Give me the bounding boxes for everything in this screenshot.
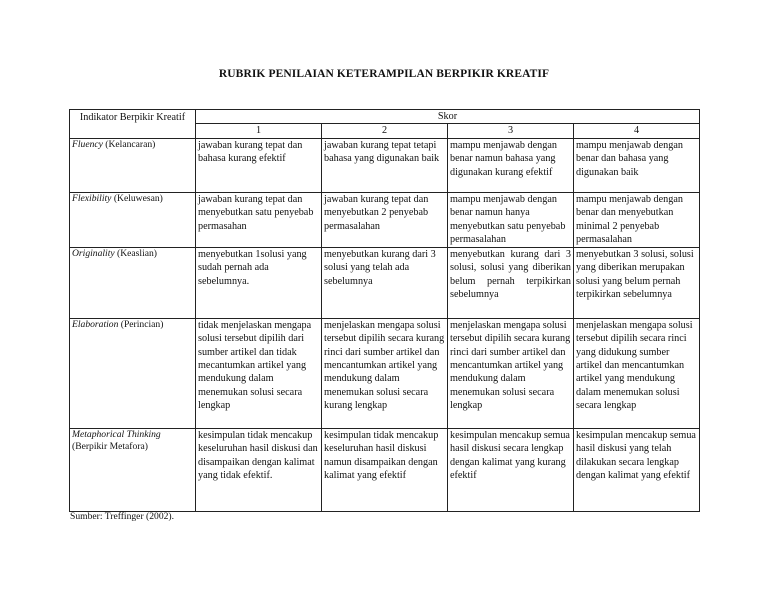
indicator-elaboration <box>70 318 196 428</box>
rubric-cell: kesimpulan tidak mencakup keseluruhan hasil diskusi dan disampaikan dengan kalimat yang tidak efektif. <box>196 428 322 511</box>
source-note: Sumber: Treffinger (2002). <box>70 511 175 522</box>
indicator-translation: (Keluwesan) <box>111 192 163 204</box>
rubric-table <box>69 109 700 512</box>
indicator-translation: (Keaslian) <box>114 247 157 259</box>
rubric-cell: mampu menjawab dengan benar namun bahasa yang digunakan kurang efektif <box>448 138 574 192</box>
indicator-flexibility <box>70 192 196 247</box>
level-header-1: 1 <box>196 124 322 138</box>
rubric-cell: menjelaskan mengapa solusi tersebut dipilih secara kurang rinci dari sumber artikel dan mencantumkan artikel yang mendukung dalam menemukan solusi secara lengkap <box>448 318 574 428</box>
indicator-translation: (Perincian) <box>118 318 164 330</box>
rubric-cell: kesimpulan tidak mencakup keseluruhan hasil diskusi namun disampaikan dengan kalimat yang efektif <box>322 428 448 511</box>
table-row <box>70 318 700 428</box>
rubric-cell: mampu menjawab dengan benar namun hanya menyebutkan satu penyebab permasalahan <box>448 192 574 247</box>
indicator-translation: (Kelancaran) <box>102 138 156 150</box>
header-row <box>70 110 700 124</box>
indicator-term: Originality <box>72 247 115 259</box>
table-row <box>70 192 700 247</box>
rubric-cell: menyebutkan kurang dari 3 solusi, solusi yang diberikan belum pernah terpikirkan sebelumnya <box>448 247 574 318</box>
rubric-cell: menyebutkan 1solusi yang sudah pernah ada sebelumnya. <box>196 247 322 318</box>
rubric-cell: mampu menjawab dengan benar dan menyebutkan minimal 2 penyebab permasalahan <box>574 192 700 247</box>
rubric-cell: jawaban kurang tepat tetapi bahasa yang digunakan baik <box>322 138 448 192</box>
indicator-originality <box>70 247 196 318</box>
indicator-metaphorical-thinking <box>70 428 196 511</box>
rubric-cell: menyebutkan kurang dari 3 solusi yang telah ada sebelumnya <box>322 247 448 318</box>
rubric-cell: menjelaskan mengapa solusi tersebut dipilih secara rinci yang didukung sumber artikel dan mencantumkan artikel yang mendukung dalam menemukan solusi secara lengkap <box>574 318 700 428</box>
indicator-term: Flexibility <box>72 192 112 204</box>
indicator-term: Fluency <box>72 138 103 150</box>
level-header-3: 3 <box>448 124 574 138</box>
level-header-4: 4 <box>574 124 700 138</box>
rubric-cell: menjelaskan mengapa solusi tersebut dipilih secara kurang rinci dari sumber artikel dan mencantumkan artikel yang mendukung dalam menemukan solusi secara kurang lengkap <box>322 318 448 428</box>
indicator-translation: (Berpikir Metafora) <box>72 441 148 453</box>
rubric-cell: kesimpulan mencakup semua hasil diskusi yang telah dilakukan secara lengkap dengan kalimat yang efektif <box>574 428 700 511</box>
rubric-cell: tidak menjelaskan mengapa solusi tersebut dipilih dari sumber artikel dan tidak mecantumkan artikel yang mendukung dalam menemukan solusi secara lengkap <box>196 318 322 428</box>
table-row <box>70 247 700 318</box>
indicator-term: Elaboration <box>72 318 119 330</box>
rubric-cell: jawaban kurang tepat dan bahasa kurang efektif <box>196 138 322 192</box>
table-row <box>70 138 700 192</box>
rubric-cell: kesimpulan mencakup semua hasil diskusi secara lengkap dengan kalimat yang kurang efektif <box>448 428 574 511</box>
indicator-header: Indikator Berpikir Kreatif <box>70 110 196 139</box>
rubric-cell: menyebutkan 3 solusi, solusi yang diberikan merupakan solusi yang belum pernah terpikirkan sebelumnya <box>574 247 700 318</box>
document-title: RUBRIK PENILAIAN KETERAMPILAN BERPIKIR KREATIF <box>218 68 550 80</box>
score-header: Skor <box>196 110 700 124</box>
rubric-cell: jawaban kurang tepat dan menyebutkan 2 penyebab permasalahan <box>322 192 448 247</box>
indicator-term: Metaphorical Thinking <box>72 428 161 440</box>
table-row <box>70 428 700 511</box>
indicator-fluency <box>70 138 196 192</box>
level-header-2: 2 <box>322 124 448 138</box>
rubric-cell: jawaban kurang tepat dan menyebutkan satu penyebab permasahan <box>196 192 322 247</box>
rubric-cell: mampu menjawab dengan benar dan bahasa yang digunakan baik <box>574 138 700 192</box>
